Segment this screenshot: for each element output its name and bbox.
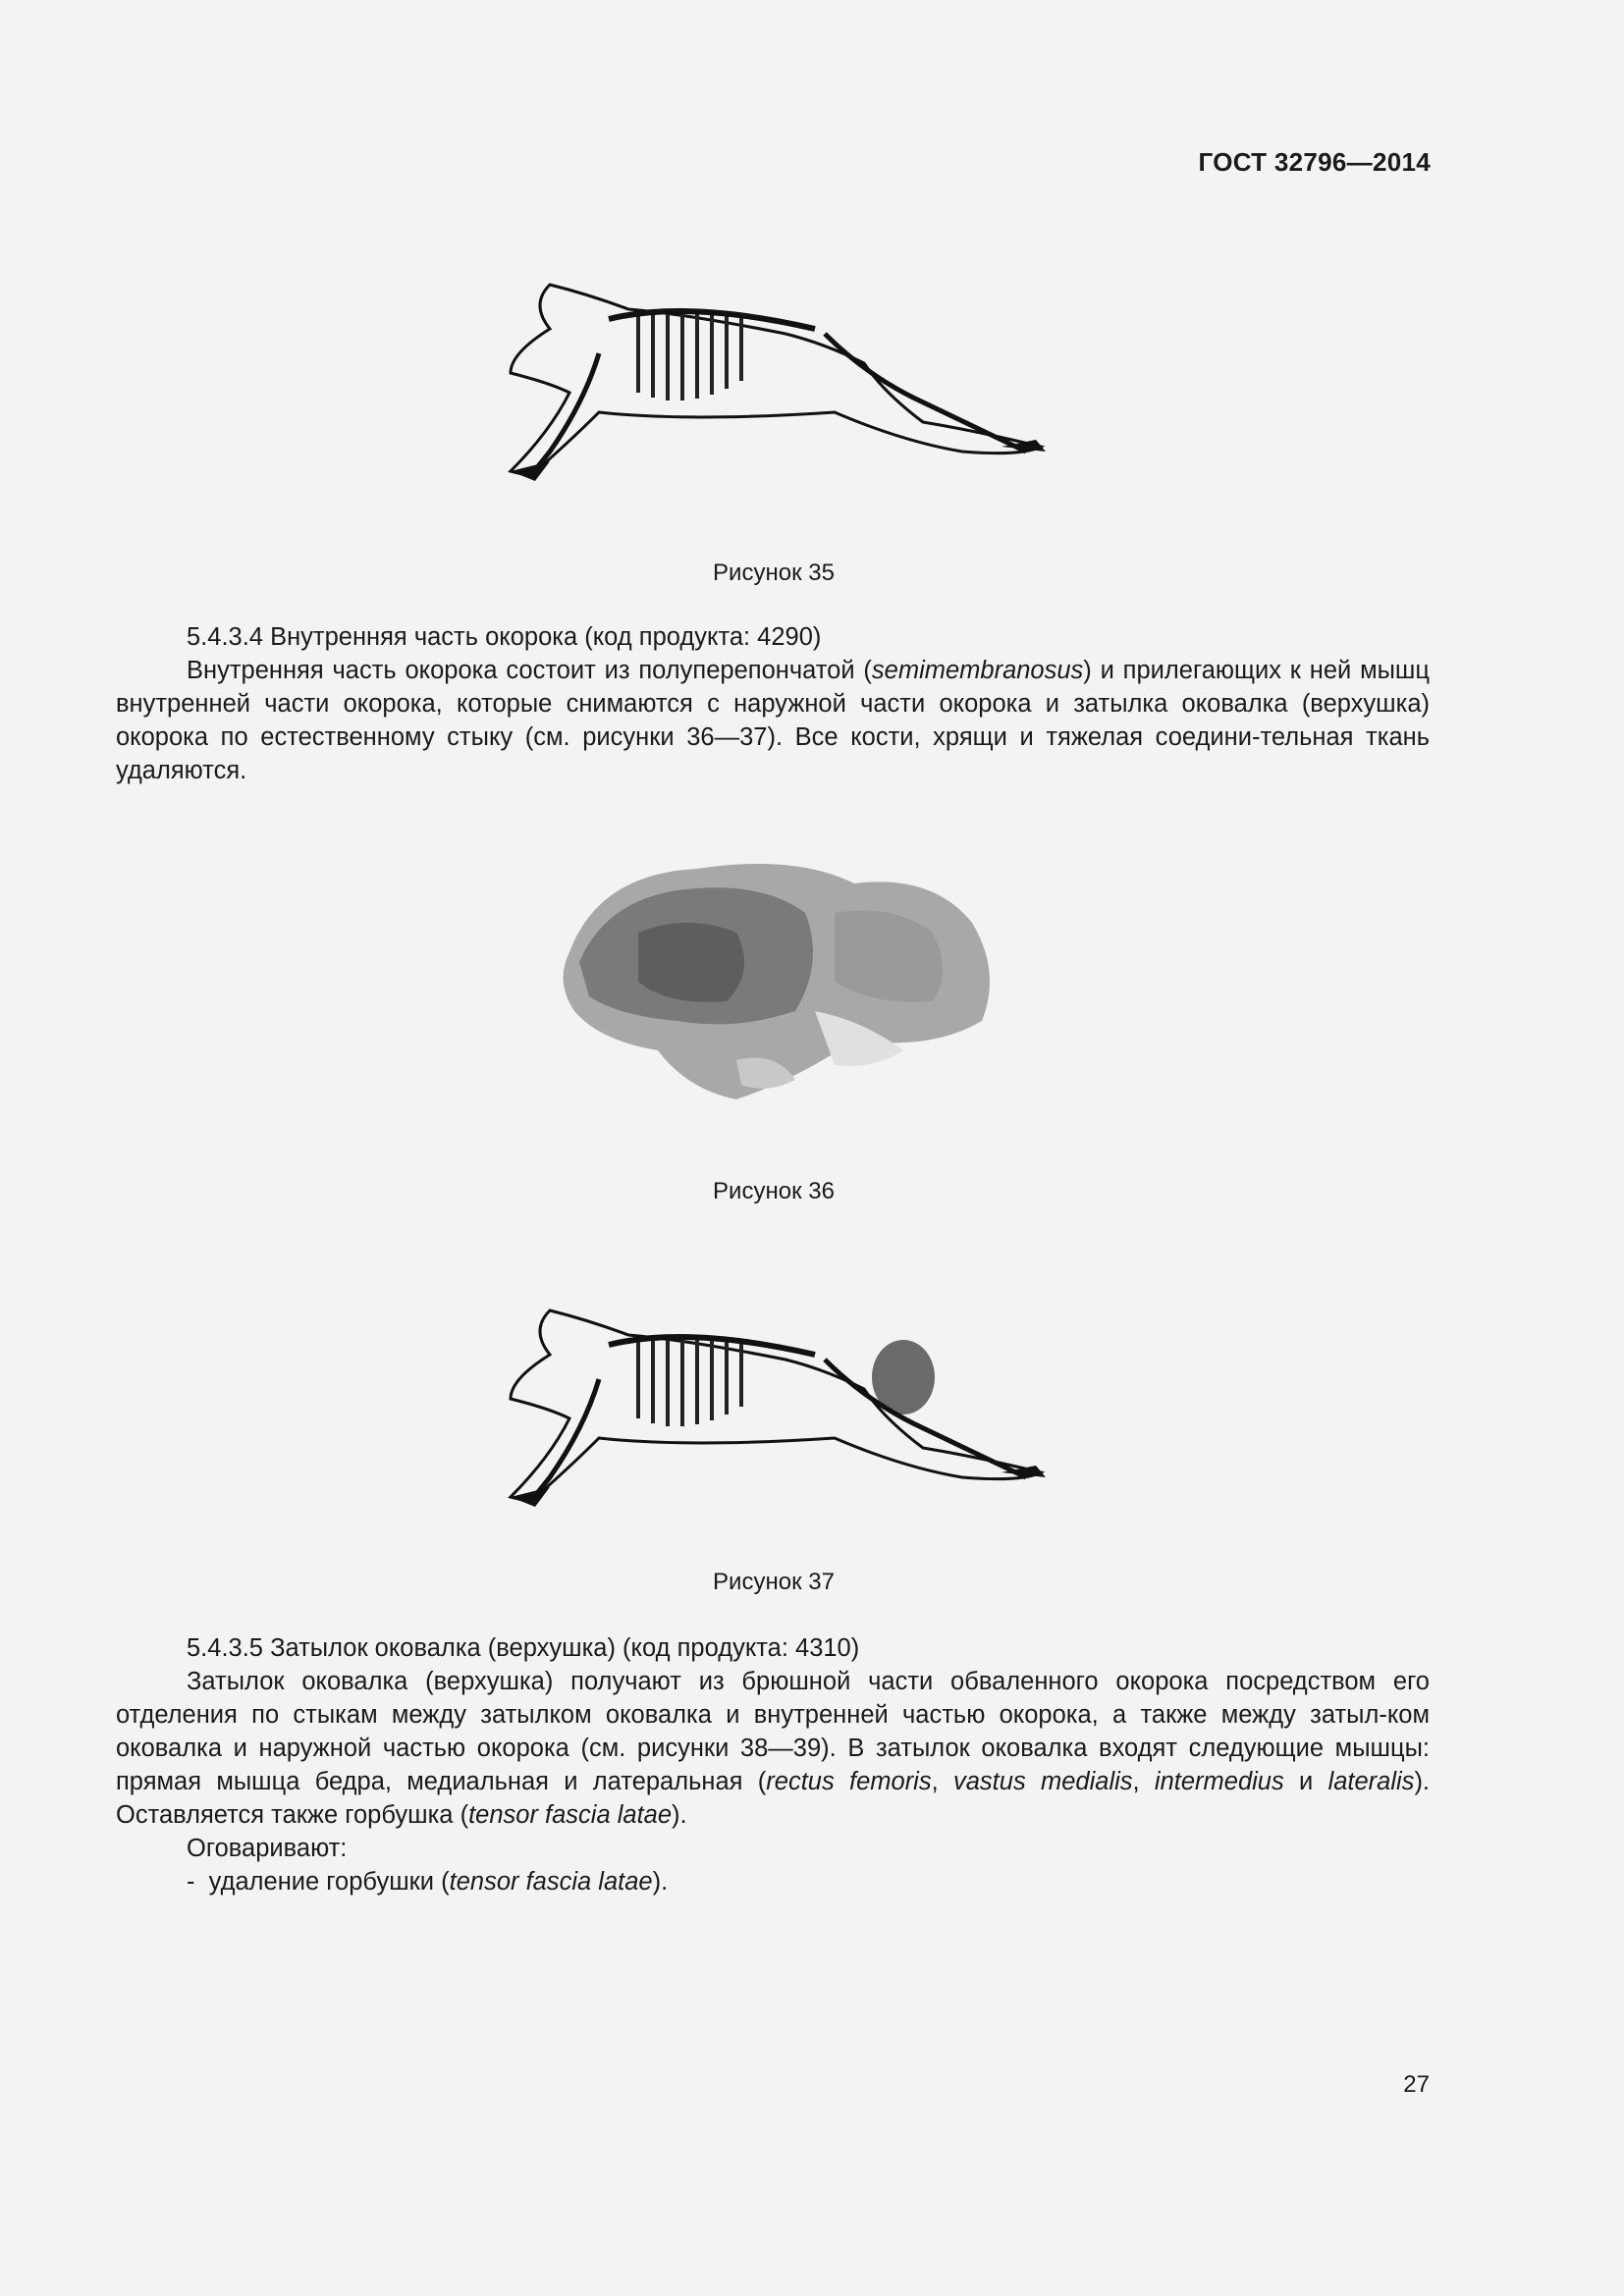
document-header: ГОСТ 32796—2014: [1198, 147, 1431, 177]
section-4310-heading: 5.4.3.5 Затылок оковалка (верхушка) (код продукта: 4310): [187, 1634, 860, 1662]
figure-35-carcass-diagram: [491, 275, 1060, 491]
page-number: 27: [1403, 2071, 1430, 2098]
figure-35-caption: Рисунок 35: [713, 560, 835, 586]
section-4310-note: Оговаривают:: [187, 1835, 348, 1862]
section-4290-heading: 5.4.3.4 Внутренняя часть окорока (код продукта: 4290): [187, 623, 822, 651]
figure-37-caption: Рисунок 37: [713, 1569, 835, 1595]
section-4310-list-item: - удаление горбушки (tensor fascia latae).: [187, 1868, 669, 1896]
figure-36-meat-cut-image: [540, 834, 1011, 1129]
section-4290-paragraph: Внутренняя часть окорока состоит из полуперепончатой (semimembranosus) и прилегающих к ней мышц внутренней части окорока, которые снимаются с наружной части окорока и затылка оковалка (верхушка) окорока по естественному стыку (см. рисунки 36—37). Все кости, хрящи и тяжелая соедини-тельная ткань удаляются.: [116, 657, 1430, 784]
section-4310: [116, 1631, 1430, 1898]
section-4290: [116, 620, 1430, 787]
figure-37-carcass-diagram: [491, 1301, 1060, 1517]
figure-36-caption: Рисунок 36: [713, 1178, 835, 1204]
section-4310-paragraph: Затылок оковалка (верхушка) получают из брюшной части обваленного окорока посредством его отделения по стыкам между затылком оковалка и внутренней частью окорока, а также между затыл-ком оковалка и наружной частью окорока (см. рисунки 38—39). В затылок оковалка входят следующие мышцы: прямая мышца бедра, медиальная и латеральная (rectus femoris, vastus medialis, intermedius и lateralis). Оставляется также горбушка (tensor fascia latae).: [116, 1668, 1431, 1829]
